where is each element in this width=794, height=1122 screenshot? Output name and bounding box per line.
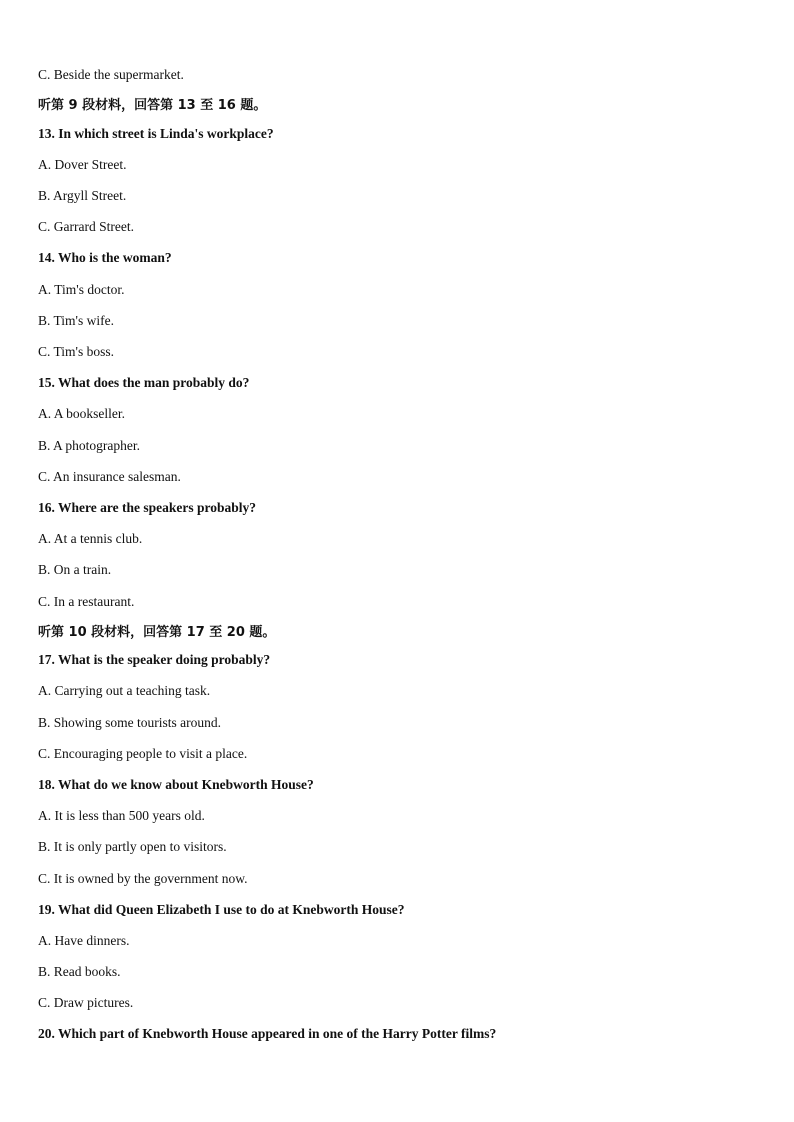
- option-16c: C. In a restaurant.: [38, 593, 135, 609]
- option-15a: A. A bookseller.: [38, 406, 125, 422]
- option-19b: B. Read books.: [38, 964, 121, 980]
- option-17c: C. Encouraging people to visit a place.: [38, 745, 248, 761]
- option-18c: C. It is owned by the government now.: [38, 870, 248, 886]
- option-13b: B. Argyll Street.: [38, 188, 127, 204]
- question-14: 14. Who is the woman?: [38, 250, 172, 266]
- option-19a: A. Have dinners.: [38, 932, 130, 948]
- option-13a: A. Dover Street.: [38, 156, 127, 172]
- question-18: 18. What do we know about Knebworth House?: [38, 776, 314, 792]
- option-13c: C. Garrard Street.: [38, 219, 134, 235]
- document-page: [38, 66, 774, 1057]
- question-19: 19. What did Queen Elizabeth I use to do at Knebworth House?: [38, 901, 405, 917]
- option-18a: A. It is less than 500 years old.: [38, 808, 205, 824]
- section-heading-10: 听第 10 段材料，回答第 17 至 20 题。: [38, 624, 276, 640]
- question-17: 17. What is the speaker doing probably?: [38, 652, 271, 668]
- option-15c: C. An insurance salesman.: [38, 468, 181, 484]
- option-12c: C. Beside the supermarket.: [38, 67, 184, 82]
- option-14a: A. Tim's doctor.: [38, 281, 125, 297]
- option-16a: A. At a tennis club.: [38, 531, 143, 547]
- option-17a: A. Carrying out a teaching task.: [38, 683, 211, 699]
- option-18b: B. It is only partly open to visitors.: [38, 839, 227, 855]
- option-19c: C. Draw pictures.: [38, 995, 134, 1011]
- option-14b: B. Tim's wife.: [38, 312, 114, 328]
- option-15b: B. A photographer.: [38, 437, 140, 453]
- option-17b: B. Showing some tourists around.: [38, 714, 222, 730]
- question-16: 16. Where are the speakers probably?: [38, 499, 257, 515]
- option-14c: C. Tim's boss.: [38, 344, 114, 359]
- question-13: 13. In which street is Linda's workplace?: [38, 125, 274, 141]
- question-20: 20. Which part of Knebworth House appeared in one of the Harry Potter films?: [38, 1026, 497, 1042]
- question-15: 15. What does the man probably do?: [38, 375, 250, 391]
- option-16b: B. On a train.: [38, 562, 112, 578]
- section-heading-9: 听第 9 段材料，回答第 13 至 16 题。: [38, 98, 267, 114]
